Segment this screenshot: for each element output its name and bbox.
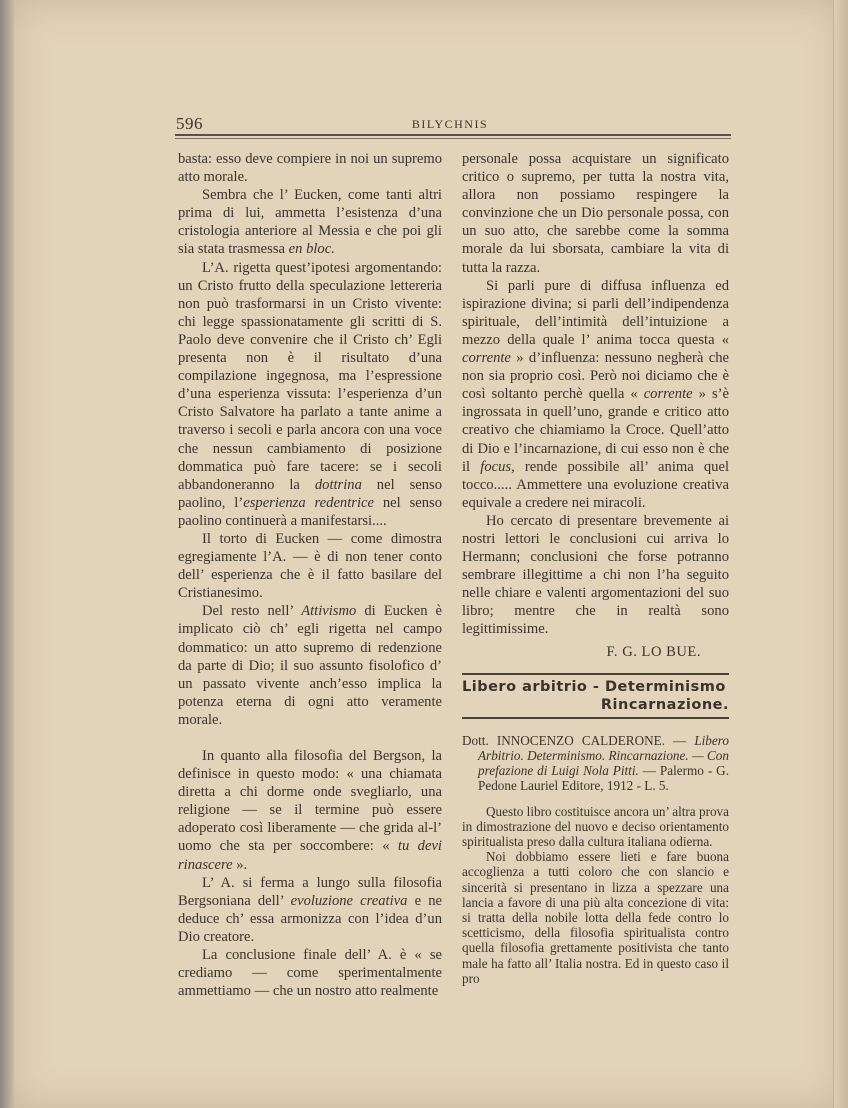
paragraph: La conclusione finale dell’ A. è « se crediamo — come sperimentalmente ammettiamo — che un nostro atto realmente [178, 947, 442, 1000]
author-signature: F. G. LO BUE. [606, 643, 701, 660]
paragraph: Questo libro costituisce ancora un’ altra prova in dimostrazione del nuovo e deciso orientamento spiritualista preso dalla cultura italiana odierna. [462, 803, 729, 850]
paragraph: Del resto nell’ Attivismo di Eucken è implicato ciò ch’ egli rigetta nel campo dommatico: un atto supremo di redenzione da parte di Dio; il suo assunto fisolofico d’ un passato vivente anch’esso implica la potenza eterna di ogni atto veramente morale. [178, 603, 442, 728]
bibliographic-entry: Dott. INNOCENZO CALDERONE. — Libero Arbitrio. Determinismo. Rincarnazione. — Con prefazione di Luigi Nola Pitti. — Palermo - G. Pedone Lauriel Editore, 1912 - L. 5. [462, 732, 729, 794]
paragraph: In quanto alla filosofia del Bergson, la definisce in questo modo: « una chiamata diretta a chi dorme onde svegliarlo, una religione — se il termine può essere adoperato così liberamente — che grida al-l’ uomo che sta per soccombere: « tu devi rinascere ». [178, 748, 442, 873]
paragraph: L’ A. si ferma a lungo sulla filosofia Bergsoniana dell’ evoluzione creativa e ne deduce ch’ essa armonizza con l’idea d’un Dio creatore. [178, 874, 442, 945]
header-rule-thin [175, 138, 731, 139]
paragraph: Si parli pure di diffusa influenza ed ispirazione divina; si parli dell’indipendenza spirituale, dell’intimità dell’intuizione a mezzo della quale l’ anima tocca questa « corrente » d’influenza: nessuno negherà che non sia proprio così. Però noi diciamo che è così soltanto perchè quella « corrente » s’è ingrossata in quell’uno, grande e critico atto creativo che chiamiamo la Croce. Quell’atto di Dio e l’incarnazione, di cui esso non è che il focus, rende possibile all’ anima quel tocco..... Ammettere una evoluzione creativa equivale a credere nei miracoli. [462, 277, 730, 511]
page-edge [833, 0, 848, 1108]
running-head: BILYCHNIS [411, 117, 489, 131]
paragraph: basta: esso deve compiere in noi un supremo atto morale. [178, 151, 442, 186]
right-column [462, 150, 729, 986]
paragraph: Noi dobbiamo essere lieti e fare buona accoglienza a tutti coloro che con slancio e sincerità si presentano in lizza a spezzare una lancia a favore di una più alta concezione di vita: si tratta della nobile lotta della fede contro lo scetticismo, della filosofia spiritualista contro quella filosofia grettamente positivista che tanto male ha fatto all’ Italia nostra. Ed in questo caso il pro [462, 849, 729, 986]
section-title-continued: Rincarnazione. [462, 696, 729, 719]
paragraph: Ho cercato di presentare brevemente ai nostri lettori le conclusioni cui arriva lo Hermann; conclusioni che forse potranno sembrare illegittime a chi non l’ha seguito nelle chiare e valenti argomentazioni del suo libro; mentre che in realtà sono legittimissime. [462, 512, 729, 638]
section-rule [462, 673, 729, 675]
paragraph: Sembra che l’ Eucken, come tanti altri prima di lui, ammetta l’esistenza d’una cristologia anteriore al Messia e che poi gli sia stata trasmessa en bloc. [178, 187, 442, 258]
page-header [170, 114, 730, 134]
page-number: 596 [176, 114, 203, 133]
paragraph: personale possa acquistare un significato critico o supremo, per tutta la nostra vita, allora non possiamo respingere la convinzione che un Dio personale possa, con un suo atto, che sarebbe come la somma morale da lui sborsata, cambiare la vita di tutta la razza. [462, 151, 729, 276]
paragraph: L’A. rigetta quest’ipotesi argomentando: un Cristo frutto della speculazione lettereria non può trasformarsi in un Cristo vivente: chi legge spassionatamente gli scritti di S. Paolo deve convenire che il Cristo ch’ Egli presenta non è il risultato d’una compilazione ingegnosa, ma l’espressione d’una esperienza vissuta: l’esperienza d’un Cristo Salvatore ha parlato a tante anime a traverso i secoli e parla ancora con una voce che nessun cambiamento di posizione dommatica può fare tacere: se i secoli abbandoneranno la dottrina nel senso paolino, l’esperienza redentrice nel senso paolino continuerà a manifestarsi.... [178, 259, 442, 529]
left-column [178, 150, 442, 1000]
section-title: Libero arbitrio - Determinismo [462, 678, 726, 695]
paragraph: Il torto di Eucken — come dimostra egregiamente l’A. — è di non tener conto dell’ esperienza che è il fatto basilare del Cristianesimo. [178, 530, 442, 602]
header-rule [175, 134, 731, 136]
binding-shadow [0, 0, 14, 1108]
